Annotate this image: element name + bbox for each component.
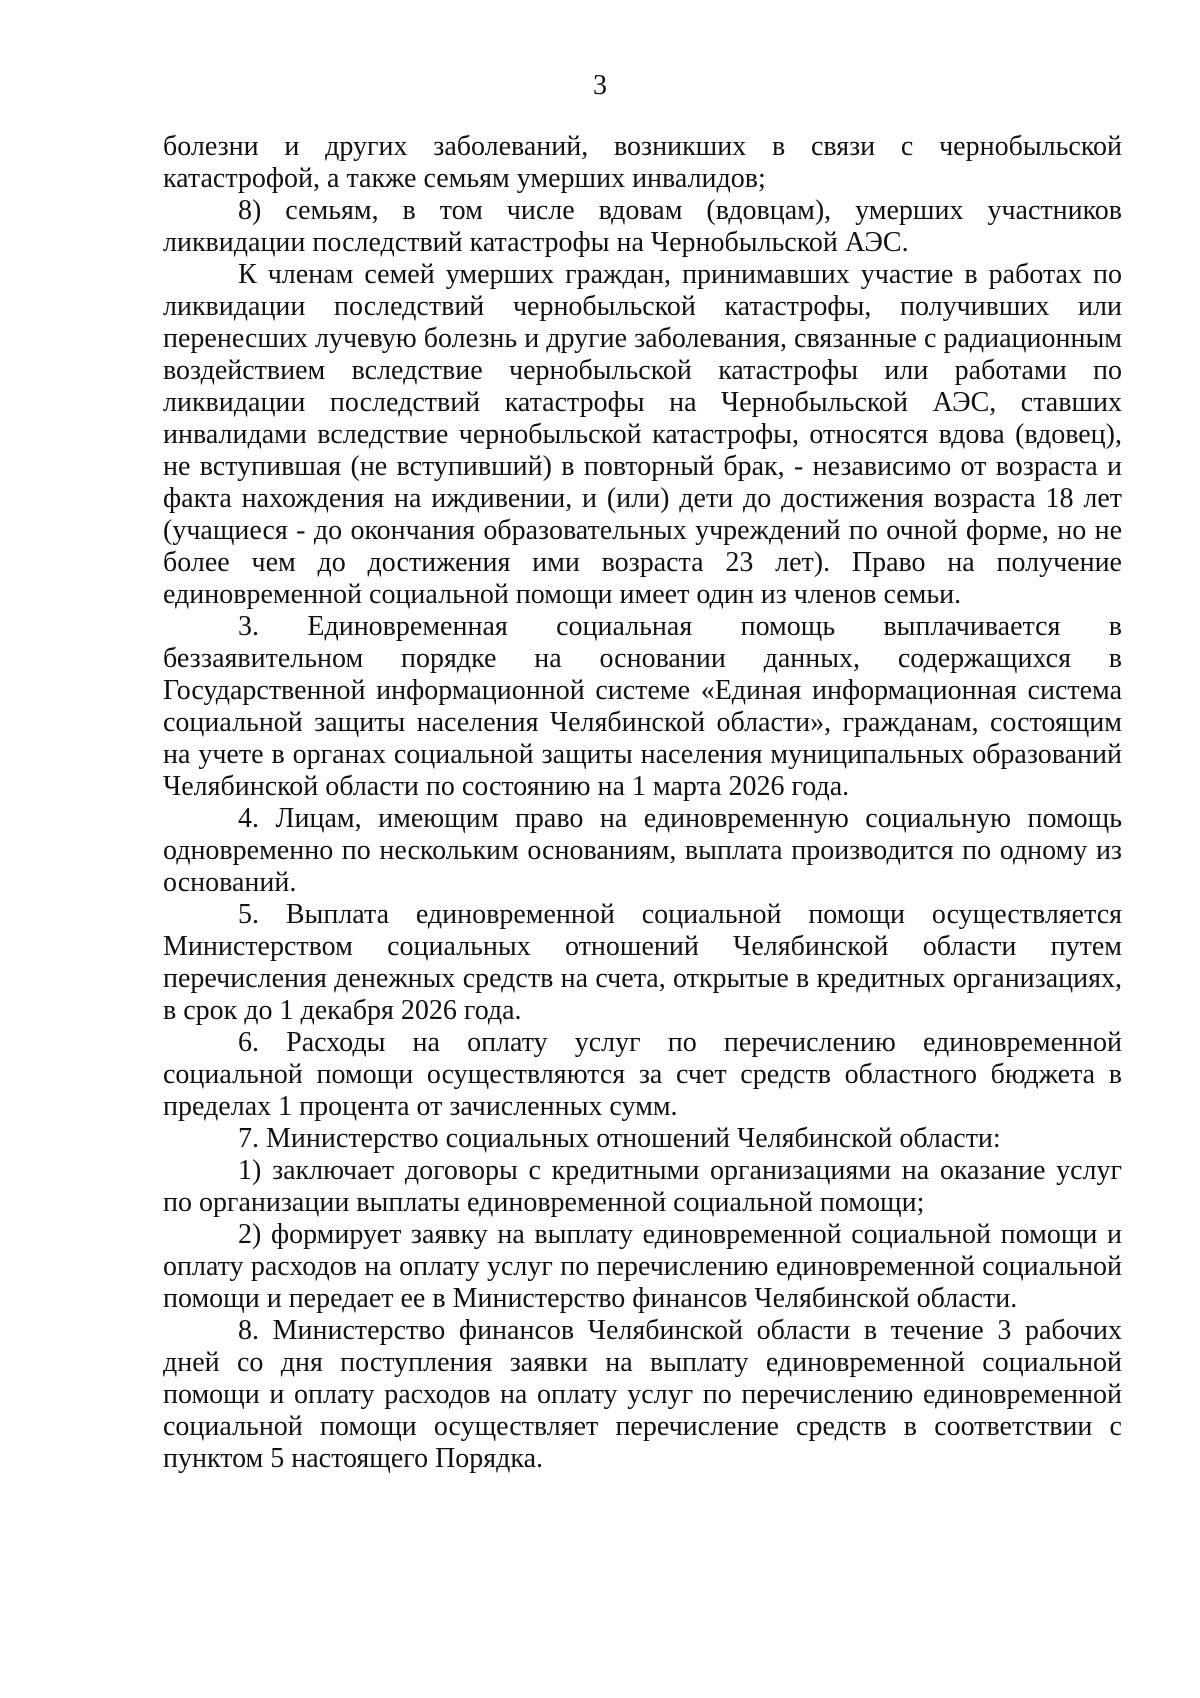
paragraph-clause-8: 8. Министерство финансов Челябинской области в течение 3 рабочих дней со дня поступления заявки на выплату единовременной социальной помощи и оплату расходов на оплату услуг по перечислению единовременной социальной помощи осуществляет перечисление средств в соответствии с пунктом 5 настоящего Порядка. — [163, 1315, 1122, 1474]
paragraph-clause-7: 7. Министерство социальных отношений Челябинской области: — [238, 1123, 1001, 1154]
page-number: 3 — [593, 70, 607, 101]
paragraph-clause-6: 6. Расходы на оплату услуг по перечислению единовременной социальной помощи осуществляются за счет средств областного бюджета в пределах 1 процента от зачисленных сумм. — [163, 1027, 1122, 1122]
paragraph-clause-4: 4. Лицам, имеющим право на единовременную социальную помощь одновременно по нескольким основаниям, выплата производится по одному из оснований. — [163, 803, 1122, 898]
paragraph-family-members: К членам семей умерших граждан, принимавших участие в работах по ликвидации последствий чернобыльской катастрофы, получивших или перенесших лучевую болезнь и другие заболевания, связанные с радиационным воздействием вследствие чернобыльской катастрофы или работами по ликвидации последствий катастрофы на Чернобыльской АЭС, ставших инвалидами вследствие чернобыльской катастрофы, относятся вдова (вдовец), не вступившая (не вступивший) в повторный брак, - независимо от возраста и факта нахождения на иждивении, и (или) дети до достижения возраста 18 лет (учащиеся - до окончания образовательных учреждений по очной форме, но не более чем до достижения ими возраста 23 лет). Право на получение единовременной социальной помощи имеет один из членов семьи. — [163, 259, 1122, 610]
paragraph-continuation: болезни и других заболеваний, возникших в связи с чернобыльской катастрофой, а также семьям умерших инвалидов; — [163, 131, 1122, 194]
document-body — [163, 131, 1122, 1475]
paragraph-item-8: 8) семьям, в том числе вдовам (вдовцам), умерших участников ликвидации последствий катастрофы на Чернобыльской АЭС. — [163, 195, 1122, 258]
paragraph-clause-5: 5. Выплата единовременной социальной помощи осуществляется Министерством социальных отношений Челябинской области путем перечисления денежных средств на счета, открытые в кредитных организациях, в срок до 1 декабря 2026 года. — [163, 899, 1122, 1026]
paragraph-clause-7-item-1: 1) заключает договоры с кредитными организациями на оказание услуг по организации выплаты единовременной социальной помощи; — [163, 1155, 1122, 1218]
paragraph-clause-7-item-2: 2) формирует заявку на выплату единовременной социальной помощи и оплату расходов на оплату услуг по перечислению единовременной социальной помощи и передает ее в Министерство финансов Челябинской области. — [163, 1219, 1122, 1314]
paragraph-clause-3: 3. Единовременная социальная помощь выплачивается в беззаявительном порядке на основании данных, содержащихся в Государственной информационной системе «Единая информационная система социальной защиты населения Челябинской области», гражданам, состоящим на учете в органах социальной защиты населения муниципальных образований Челябинской области по состоянию на 1 марта 2026 года. — [163, 611, 1122, 802]
